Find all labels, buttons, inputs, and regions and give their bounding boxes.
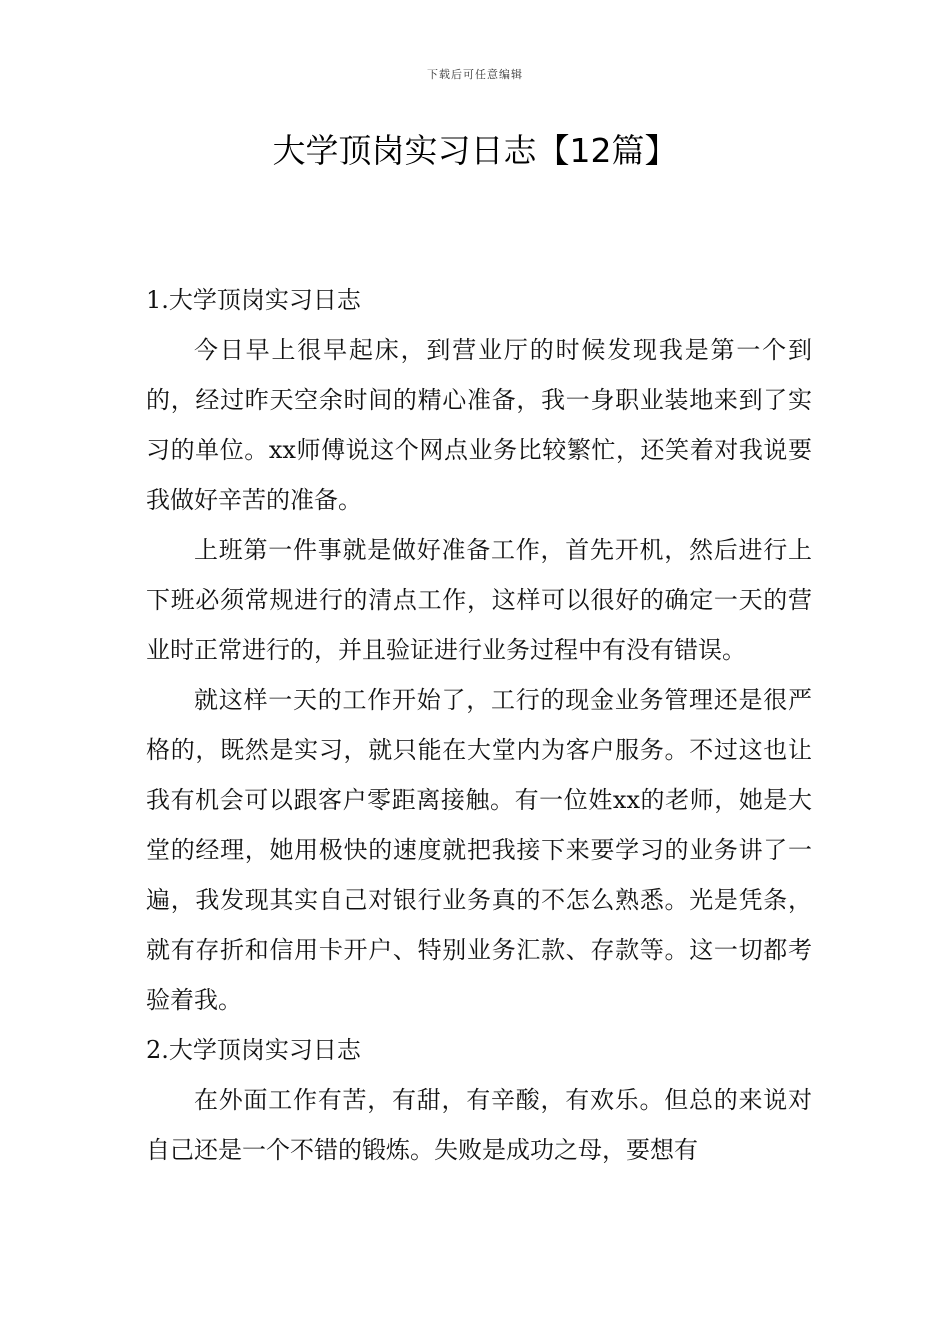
section-1 bbox=[146, 275, 812, 1025]
document-body bbox=[146, 275, 812, 1175]
section-2 bbox=[146, 1025, 812, 1175]
section-heading: 2.大学顶岗实习日志 bbox=[146, 1036, 361, 1064]
paragraph: 上班第一件事就是做好准备工作，首先开机，然后进行上下班必须常规进行的清点工作，这样可以很好的确定一天的营业时正常进行的，并且验证进行业务过程中有没有错误。 bbox=[146, 536, 812, 664]
section-heading: 1.大学顶岗实习日志 bbox=[146, 286, 361, 314]
document-title: 大学顶岗实习日志【12篇】 bbox=[272, 131, 678, 170]
paragraph: 今日早上很早起床，到营业厅的时候发现我是第一个到的，经过昨天空余时间的精心准备，我一身职业装地来到了实习的单位。xx师傅说这个网点业务比较繁忙，还笑着对我说要我做好辛苦的准备。 bbox=[146, 336, 812, 514]
paragraph: 在外面工作有苦，有甜，有辛酸，有欢乐。但总的来说对自己还是一个不错的锻炼。失败是成功之母，要想有 bbox=[146, 1086, 812, 1164]
paragraph: 就这样一天的工作开始了，工行的现金业务管理还是很严格的，既然是实习，就只能在大堂内为客户服务。不过这也让我有机会可以跟客户零距离接触。有一位姓xx的老师，她是大堂的经理，她用极快的速度就把我接下来要学习的业务讲了一遍，我发现其实自己对银行业务真的不怎么熟悉。光是凭条，就有存折和信用卡开户、特别业务汇款、存款等。这一切都考验着我。 bbox=[146, 686, 812, 1014]
header-note: 下载后可任意编辑 bbox=[427, 68, 523, 81]
